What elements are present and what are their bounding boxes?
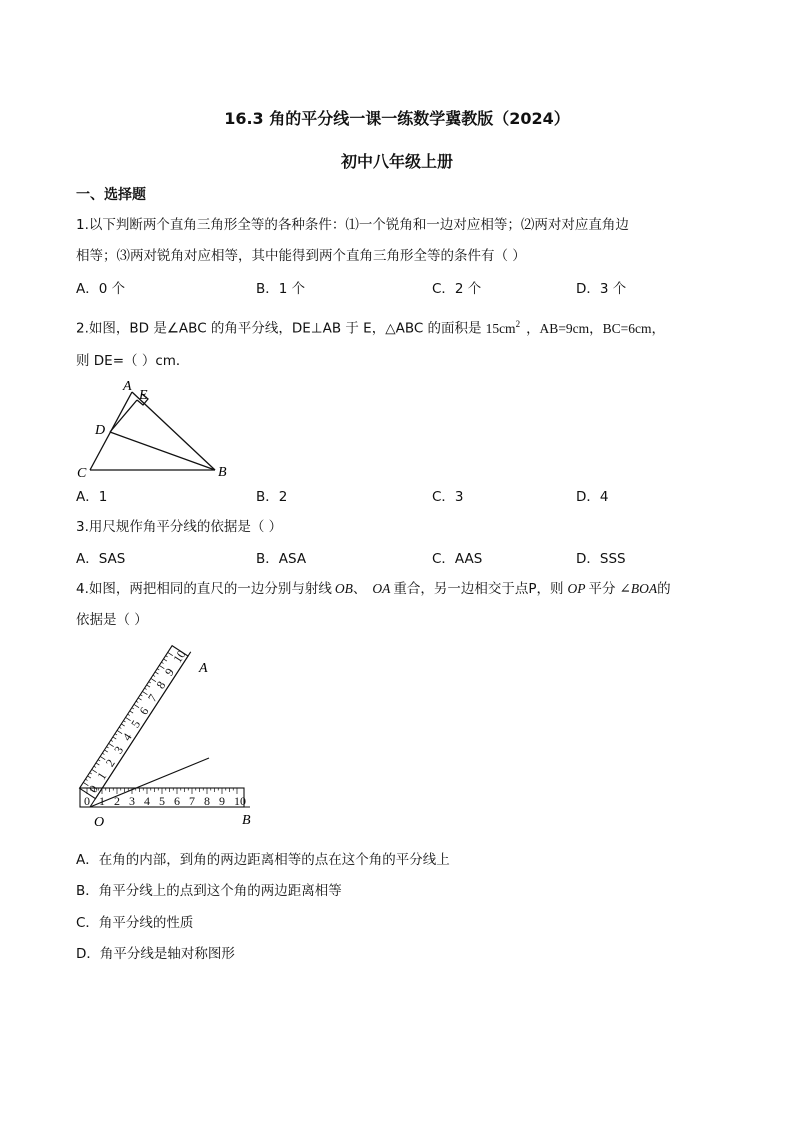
q1-option-d: D．3 个 xyxy=(576,281,627,297)
q2-area-exponent: 2 xyxy=(515,319,521,329)
perpendicular-de xyxy=(110,400,137,432)
q2-option-b: B．2 xyxy=(256,489,288,505)
ruler-number: 7 xyxy=(189,794,195,808)
ruler-tick xyxy=(149,682,151,683)
ruler-tick xyxy=(128,714,130,715)
label-b: B xyxy=(242,813,251,828)
q4-option-b: B．角平分线上的点到这个角的两边距离相等 xyxy=(76,883,342,899)
page-subtitle: 初中八年级上册 xyxy=(340,152,453,171)
ruler-tick xyxy=(136,701,138,702)
q3-option-c: C．AAS xyxy=(432,551,483,567)
ruler-number: 9 xyxy=(219,794,225,808)
q1-option-a: A．0 个 xyxy=(76,281,126,297)
ruler-tick xyxy=(147,685,150,687)
ruler-number: 0 xyxy=(84,794,90,808)
ruler-number: 10 xyxy=(234,794,246,808)
ruler-horizontal-ticks xyxy=(84,788,246,808)
page-title: 16.3 角的平分线一课一练数学冀教版（2024） xyxy=(224,109,570,128)
q1-text-line1: 1.以下判断两个直角三角形全等的各种条件：⑴一个锐角和一边对应相等；⑵两对对应直角边 xyxy=(76,217,629,233)
ruler-number: 9 xyxy=(161,665,177,679)
label-o: O xyxy=(94,815,105,830)
ruler-tick xyxy=(98,760,100,761)
ruler-number: 1 xyxy=(94,769,110,783)
q2-text-line1 xyxy=(76,315,665,338)
ruler-tick xyxy=(107,747,109,748)
ruler-tick xyxy=(123,721,125,722)
label-a: A xyxy=(123,379,132,394)
ruler-tick xyxy=(130,711,133,713)
q4-angle: ∠BOA xyxy=(619,581,658,596)
q2-option-d: D．4 xyxy=(576,489,609,505)
ruler-tick xyxy=(121,724,124,726)
ruler-number: 4 xyxy=(144,794,150,808)
q1-option-c: C．2 个 xyxy=(432,281,482,297)
ruler-tick xyxy=(88,776,91,778)
ruler-tick xyxy=(90,773,92,774)
q3-option-d: D．SSS xyxy=(576,551,626,567)
label-e: E xyxy=(139,388,148,403)
ruler-tick xyxy=(111,740,113,741)
q2-area: 15cm xyxy=(485,320,516,336)
ruler-number: 2 xyxy=(102,756,118,770)
ruler-tick xyxy=(94,766,96,767)
ruler-number: 1 xyxy=(99,794,105,808)
ruler-tick xyxy=(113,737,116,739)
q2-text-line2: 则 DE=（ ）cm． xyxy=(76,353,190,369)
q2-text-line1-a: 2.如图，BD 是∠ABC 的角平分线，DE⊥AB 于 E，△ABC 的面积是 xyxy=(76,320,482,337)
label-b: B xyxy=(218,465,227,480)
q2-triangle-figure xyxy=(70,374,240,486)
ruler-number: 2 xyxy=(114,794,120,808)
ruler-tick xyxy=(157,669,159,670)
q2-option-c: C．3 xyxy=(432,489,464,505)
ruler-tick xyxy=(140,695,142,696)
ruler-tick xyxy=(161,662,163,663)
ruler-number: 6 xyxy=(136,704,152,718)
q4-option-c: C．角平分线的性质 xyxy=(76,915,194,931)
ruler-number: 8 xyxy=(204,794,210,808)
ruler-tick xyxy=(145,688,147,689)
ruler-tilted-group xyxy=(74,641,191,807)
q4-text-line2: 依据是（ ） xyxy=(76,612,148,628)
ruler-tick xyxy=(119,727,121,728)
ruler-number: 0 xyxy=(85,782,101,796)
ruler-number: 7 xyxy=(144,691,160,705)
q4-op: OP xyxy=(567,581,586,596)
q2-option-a: A．1 xyxy=(76,489,108,505)
q4-text-line1-a: 4.如图，两把相同的直尺的一边分别与射线 xyxy=(76,581,332,597)
ruler-tick xyxy=(96,763,99,765)
q4-separator: 、 xyxy=(352,581,367,597)
bisector-bd xyxy=(110,432,215,470)
q3-option-b: B．ASA xyxy=(256,551,307,567)
q1-text-line2: 相等；⑶两对锐角对应相等，其中能得到两个直角三角形全等的条件有（ ） xyxy=(76,248,526,264)
ruler-tick xyxy=(102,753,104,754)
ruler-number: 5 xyxy=(159,794,165,808)
q4-option-d: D．角平分线是轴对称图形 xyxy=(76,946,235,962)
section-heading: 一、选择题 xyxy=(76,187,146,203)
q4-option-a: A．在角的内部，到角的两边距离相等的点在这个角的平分线上 xyxy=(76,852,450,868)
ruler-tick xyxy=(164,659,167,661)
ruler-tick xyxy=(166,656,168,657)
q4-rulers-figure xyxy=(72,640,272,830)
ruler-number: 8 xyxy=(153,678,169,692)
ruler-tick xyxy=(115,734,117,735)
q4-text-line1-c: 平分 xyxy=(588,581,616,597)
q4-text-line1-b: 重合，另一边相交于点P，则 xyxy=(393,581,564,597)
q3-text-line1: 3.用尺规作角平分线的依据是（ ） xyxy=(76,519,283,535)
q3-option-a: A．SAS xyxy=(76,551,126,567)
ruler-tick xyxy=(85,779,87,780)
q4-ray-oa: OA xyxy=(372,581,391,596)
q4-ray-ob: OB xyxy=(334,581,353,596)
ruler-tick xyxy=(104,750,107,752)
ruler-number: 6 xyxy=(174,794,180,808)
q1-option-b: B．1 个 xyxy=(256,281,306,297)
q2-text-line1-b: ，AB=9cm，BC=6cm， xyxy=(526,320,666,336)
label-d: D xyxy=(95,423,106,438)
label-a: A xyxy=(199,661,208,676)
q4-text-line1 xyxy=(76,580,671,598)
ruler-tick xyxy=(138,698,141,700)
ruler-number: 4 xyxy=(119,730,135,744)
ruler-number: 5 xyxy=(128,717,144,731)
ruler-number: 10 xyxy=(170,647,189,666)
label-c: C xyxy=(77,466,87,481)
ruler-number: 3 xyxy=(129,794,135,808)
ruler-tick xyxy=(132,708,134,709)
ruler-tick xyxy=(155,672,158,674)
q4-text-line1-d: 的 xyxy=(657,581,671,597)
ruler-tick xyxy=(153,675,155,676)
ruler-number: 3 xyxy=(111,743,127,757)
